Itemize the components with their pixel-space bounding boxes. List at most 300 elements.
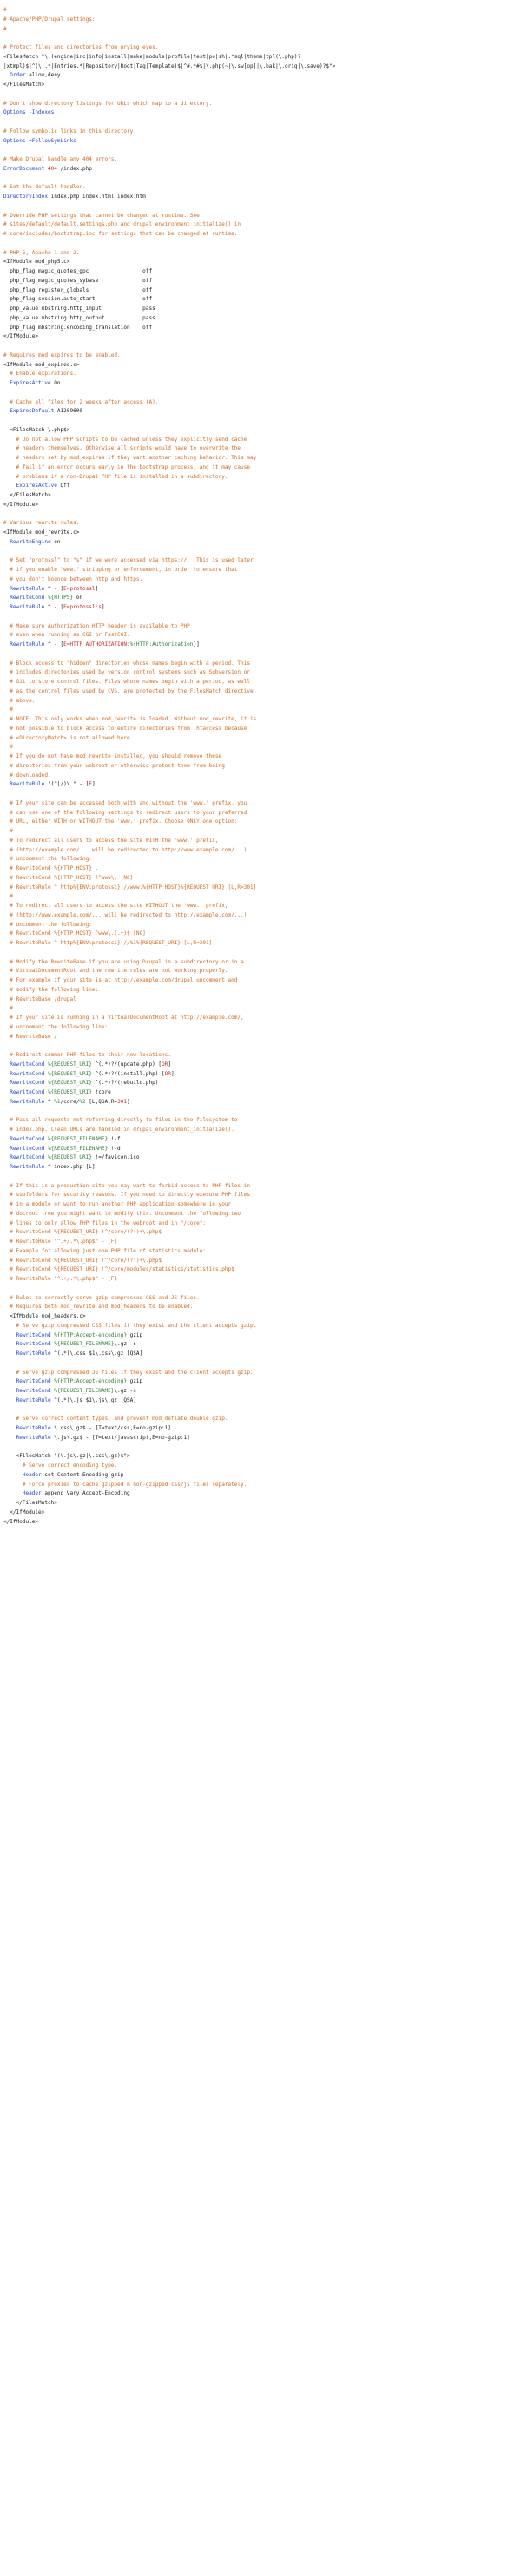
code-line bbox=[3, 818, 521, 827]
code-line bbox=[3, 976, 521, 986]
code-line bbox=[3, 641, 521, 650]
server-variable: %{HTTP:Authorization} bbox=[129, 641, 197, 647]
code-line bbox=[3, 1396, 521, 1406]
code-line bbox=[3, 137, 521, 147]
comment-text: # URL, either WITH or WITHOUT the 'www.' prefix. Choose ONLY one option: bbox=[3, 818, 238, 825]
code-text: [L,QSA,R= bbox=[85, 1098, 118, 1105]
directive-keyword: RewriteRule bbox=[16, 1425, 51, 1431]
server-variable: %{REQUEST_URI} bbox=[47, 1154, 92, 1161]
code-line bbox=[3, 1228, 521, 1238]
comment-text: # For example if your site is at http://example.com/drupal uncomment and bbox=[3, 977, 238, 983]
directive-keyword: ExpiresDefault bbox=[10, 408, 55, 415]
code-line bbox=[3, 930, 521, 939]
comment-text: # bbox=[3, 1005, 13, 1012]
code-line bbox=[3, 1079, 521, 1088]
code-line bbox=[3, 258, 521, 267]
code-text: <IfModule mod_expires.c> bbox=[3, 361, 80, 368]
directive-keyword: RewriteRule bbox=[16, 1434, 51, 1441]
code-line bbox=[3, 295, 521, 305]
comment-text: # Apache/PHP/Drupal settings: bbox=[3, 16, 96, 23]
code-line bbox=[3, 864, 521, 874]
comment-text: # headers themselves. Otherwise all scripts would have to overwrite the bbox=[3, 445, 241, 452]
code-text bbox=[3, 1490, 23, 1496]
code-text: ] bbox=[95, 585, 99, 592]
code-line bbox=[3, 81, 521, 90]
code-line bbox=[3, 790, 521, 799]
comment-text: # Example for allowing just one PHP file of statistics module: bbox=[3, 1247, 206, 1254]
code-line bbox=[3, 454, 521, 463]
code-line bbox=[3, 827, 521, 837]
directive-keyword: +FollowSymLinks bbox=[29, 137, 76, 144]
directive-keyword: RewriteCond bbox=[16, 1388, 51, 1394]
code-line bbox=[3, 1377, 521, 1387]
code-line bbox=[3, 473, 521, 483]
comment-text: # docroot tree you might want to modify this. Uncomment the following two bbox=[3, 1210, 241, 1217]
code-text: ^(.*)?/(install.php) [ bbox=[91, 1070, 165, 1077]
code-line bbox=[3, 1359, 521, 1369]
code-line bbox=[3, 1434, 521, 1443]
code-line bbox=[3, 25, 521, 35]
code-line bbox=[3, 594, 521, 603]
code-line bbox=[3, 1415, 521, 1424]
comment-text: # bbox=[3, 25, 7, 32]
code-line bbox=[3, 1452, 521, 1462]
code-line bbox=[3, 1238, 521, 1247]
comment-text: # If you do not have mod_rewrite installed, you should remove these bbox=[3, 753, 222, 759]
code-line bbox=[3, 389, 521, 398]
code-line bbox=[3, 837, 521, 846]
comment-text: # RewriteCond %{HTTP_HOST} !^www\. [NC] bbox=[3, 874, 134, 881]
comment-text: # sites/default/default.settings.php and drupal_environment_initialize() in bbox=[3, 221, 241, 228]
comment-text: # Force proxies to cache gzipped & non-gzipped css/js files separately. bbox=[3, 1481, 247, 1488]
code-text bbox=[3, 1397, 16, 1403]
code-line bbox=[3, 1471, 521, 1481]
server-variable: %{REQUEST_FILENAME} bbox=[47, 1145, 109, 1152]
code-line bbox=[3, 706, 521, 715]
code-line bbox=[3, 967, 521, 976]
server-variable: %2 bbox=[79, 1098, 86, 1105]
comment-text: # directories from your webroot or otherwise protect them from being bbox=[3, 762, 225, 769]
code-line bbox=[3, 556, 521, 566]
code-line bbox=[3, 529, 521, 538]
directive-keyword: RewriteRule bbox=[10, 781, 45, 788]
comment-text: # headers set by mod_expires if they want another caching behavior. This may bbox=[3, 455, 257, 461]
code-line bbox=[3, 436, 521, 445]
code-line bbox=[3, 1340, 521, 1350]
code-line bbox=[3, 286, 521, 296]
code-line bbox=[3, 725, 521, 734]
code-line bbox=[3, 1322, 521, 1331]
code-line bbox=[3, 613, 521, 622]
comment-text: # not possible to block access to entire directories from .htaccess because bbox=[3, 725, 247, 732]
comment-text: # Set "protossl" to "s" if we were accessed via https://. This is used later bbox=[3, 557, 254, 564]
comment-text: # Serve correct encoding type. bbox=[3, 1462, 118, 1469]
code-text: php_value mbstring.http_input pass bbox=[3, 306, 155, 312]
code-text: </FilesMatch> bbox=[3, 492, 51, 498]
comment-text: # Requires both mod_rewrite and mod_headers to be enabled. bbox=[3, 1304, 194, 1311]
code-text: ] bbox=[196, 641, 200, 647]
code-text bbox=[3, 1425, 16, 1431]
code-text: php_value mbstring.http_output pass bbox=[3, 314, 155, 321]
code-line bbox=[3, 668, 521, 678]
code-line bbox=[3, 660, 521, 669]
code-line bbox=[3, 566, 521, 575]
code-text bbox=[3, 483, 16, 489]
code-line bbox=[3, 986, 521, 996]
code-line bbox=[3, 1004, 521, 1014]
directive-keyword: DirectoryIndex bbox=[3, 194, 48, 200]
comment-text: # If this is a production site you may want to forbid access to PHP files in bbox=[3, 1182, 250, 1189]
comment-text: # Do not allow PHP scripts to be cached unless they explicitly send cache bbox=[3, 436, 247, 443]
code-line bbox=[3, 463, 521, 473]
code-text: ^(.*)?/(update.php) [ bbox=[91, 1061, 162, 1068]
code-line bbox=[3, 921, 521, 930]
code-line bbox=[3, 1098, 521, 1107]
comment-text: # Block access to "hidden" directories whose names begin with a period. This bbox=[3, 660, 250, 667]
comment-text: # lines to only allow PHP files in the webroot and in "/core": bbox=[3, 1219, 206, 1226]
comment-text: # problems if a non-Drupal PHP file is installed in a subdirectory. bbox=[3, 473, 228, 480]
code-text bbox=[3, 1378, 16, 1384]
code-text: allow,deny bbox=[25, 72, 61, 79]
code-text: <FilesMatch "\.(engine|inc|info|install|make|module|profile|test|po|sh|.*sql|theme|tpl(\.php)? bbox=[3, 53, 301, 60]
code-line bbox=[3, 772, 521, 781]
comment-text: # RewriteRule "^.+/.*\.php$" - [F] bbox=[3, 1239, 118, 1245]
code-text: /index.php bbox=[56, 165, 92, 172]
code-line bbox=[3, 379, 521, 389]
code-line bbox=[3, 230, 521, 240]
code-line bbox=[3, 548, 521, 557]
rewrite-flag: E=protossl:s bbox=[63, 604, 102, 610]
comment-text: # bbox=[3, 706, 13, 713]
code-line bbox=[3, 1265, 521, 1275]
comment-text: # RewriteCond %{HTTP_HOST} ^www\.(.+)$ [NC] bbox=[3, 930, 146, 937]
code-text: append Vary Accept-Encoding bbox=[41, 1490, 130, 1497]
code-line bbox=[3, 407, 521, 417]
code-text: \.css\.gz$ - [T=text/css,E=no-gzip:1] bbox=[50, 1425, 171, 1431]
comment-text: # If your site is running in a VirtualDocumentRoot at http://example.com/, bbox=[3, 1015, 244, 1021]
code-line bbox=[3, 370, 521, 379]
code-line bbox=[3, 1200, 521, 1210]
server-variable: %1 bbox=[54, 1098, 61, 1105]
code-line bbox=[3, 6, 521, 16]
directive-keyword: Order bbox=[10, 72, 26, 79]
code-line bbox=[3, 1443, 521, 1453]
code-text: !=/favicon.ico bbox=[91, 1154, 140, 1161]
comment-text: # To redirect all users to access the site WITHOUT the 'www.' prefix, bbox=[3, 903, 228, 909]
number-literal: 404 bbox=[47, 165, 57, 172]
code-line bbox=[3, 62, 521, 72]
code-line bbox=[3, 678, 521, 687]
code-line bbox=[3, 305, 521, 314]
comment-text: # uncomment the following: bbox=[3, 921, 92, 928]
code-line bbox=[3, 1462, 521, 1471]
code-text: </IfModule> bbox=[3, 333, 39, 340]
directive-keyword: RewriteRule bbox=[10, 604, 45, 610]
code-line bbox=[3, 482, 521, 491]
code-line bbox=[3, 146, 521, 155]
directive-keyword: RewriteCond bbox=[16, 1341, 51, 1348]
code-text: <IfModule mod_rewrite.c> bbox=[3, 529, 80, 536]
comment-text: # RewriteBase /drupal bbox=[3, 996, 76, 1002]
comment-text: # VirtualDocumentRoot and the rewrite rules are not working properly. bbox=[3, 968, 228, 975]
code-line bbox=[3, 958, 521, 968]
code-text bbox=[3, 1350, 16, 1357]
code-text: ^ - [ bbox=[44, 604, 64, 610]
code-text: !-f bbox=[108, 1135, 121, 1142]
code-text: \.js\.gz$ - [T=text/javascript,E=no-gzip:1] bbox=[50, 1434, 190, 1441]
code-line bbox=[3, 1219, 521, 1229]
code-line bbox=[3, 1126, 521, 1135]
comment-text: # uncomment the following: bbox=[3, 856, 92, 863]
code-line bbox=[3, 212, 521, 221]
code-line bbox=[3, 631, 521, 641]
comment-text: # PHP 5, Apache 1 and 2. bbox=[3, 249, 80, 256]
code-line bbox=[3, 687, 521, 697]
code-text: ] bbox=[170, 1070, 175, 1077]
rewrite-flag: OR bbox=[164, 1070, 171, 1077]
server-variable: %{REQUEST_FILENAME} bbox=[47, 1135, 109, 1142]
code-line bbox=[3, 1508, 521, 1518]
code-line bbox=[3, 780, 521, 790]
directive-keyword: RewriteRule bbox=[16, 1396, 51, 1403]
code-line bbox=[3, 16, 521, 25]
directive-keyword: RewriteCond bbox=[10, 1089, 45, 1095]
comment-text: # Serve gzip compressed JS files if they exist and the client accepts gzip. bbox=[3, 1369, 254, 1376]
directive-keyword: Header bbox=[22, 1471, 42, 1478]
directive-keyword: RewriteCond bbox=[10, 1070, 45, 1077]
code-line bbox=[3, 996, 521, 1005]
code-text bbox=[3, 1472, 23, 1478]
code-line bbox=[3, 444, 521, 454]
code-text: /core/ bbox=[60, 1098, 80, 1105]
code-line bbox=[3, 398, 521, 408]
directive-keyword: RewriteRule bbox=[10, 1098, 45, 1105]
code-line bbox=[3, 100, 521, 109]
code-line bbox=[3, 809, 521, 818]
code-text: !core bbox=[91, 1089, 111, 1095]
directive-keyword: RewriteRule bbox=[10, 585, 45, 592]
comment-text: # as the control files used by CVS, are protected by the FilesMatch directive bbox=[3, 687, 254, 694]
comment-text: # modify the following line: bbox=[3, 986, 99, 993]
comment-text: # if you enable "www." stripping or enforcement, in order to ensure that bbox=[3, 567, 238, 573]
directive-keyword: ErrorDocument bbox=[3, 165, 45, 172]
code-line bbox=[3, 874, 521, 884]
code-line bbox=[3, 585, 521, 595]
code-line bbox=[3, 128, 521, 137]
code-line bbox=[3, 155, 521, 165]
code-text: ^ index.php [L] bbox=[44, 1164, 96, 1170]
code-line bbox=[3, 183, 521, 193]
code-line bbox=[3, 1424, 521, 1434]
code-text: php_flag session.auto_start off bbox=[3, 296, 153, 303]
code-line bbox=[3, 165, 521, 174]
code-line bbox=[3, 1350, 521, 1359]
comment-text: # downloaded. bbox=[3, 772, 51, 779]
comment-text: # uncomment the following line: bbox=[3, 1023, 109, 1030]
server-variable: %{HTTP:Accept-encoding} bbox=[54, 1331, 127, 1338]
code-line bbox=[3, 1182, 521, 1192]
code-line bbox=[3, 491, 521, 501]
rewrite-flag: E=HTTP_AUTHORIZATION: bbox=[63, 641, 130, 647]
server-variable: %{REQUEST_FILENAME} bbox=[54, 1341, 115, 1348]
directive-keyword: RewriteCond bbox=[16, 1378, 51, 1385]
code-line bbox=[3, 762, 521, 772]
code-text: php_flag magic_quotes_sybase off bbox=[3, 277, 153, 284]
comment-text: # you don't bounce between http and https. bbox=[3, 575, 143, 582]
comment-text: # Override PHP settings that cannot be changed at runtime. See bbox=[3, 212, 200, 219]
directive-keyword: RewriteRule bbox=[10, 1164, 45, 1170]
code-line bbox=[3, 193, 521, 202]
code-text: </IfModule> bbox=[3, 501, 39, 508]
comment-text: # fail if an error occurs early in the bootstrap process, and it may cause bbox=[3, 463, 250, 470]
comment-text: # above. bbox=[3, 697, 36, 704]
code-line bbox=[3, 1051, 521, 1061]
directive-keyword: ExpiresActive bbox=[16, 483, 57, 490]
comment-text: # even when running as CGI or FastCGI. bbox=[3, 632, 130, 639]
comment-text: # Enable expirations. bbox=[3, 371, 76, 378]
comment-text: # If your site can be accessed both with and without the 'www.' prefix, you bbox=[3, 799, 247, 806]
comment-text: # Git to store control files. Files whose names begin with a period, as well bbox=[3, 679, 250, 685]
comment-text: # RewriteBase / bbox=[3, 1033, 57, 1040]
code-line bbox=[3, 846, 521, 856]
code-line bbox=[3, 417, 521, 426]
code-line bbox=[3, 220, 521, 230]
code-line bbox=[3, 1107, 521, 1117]
code-line bbox=[3, 1173, 521, 1182]
code-line bbox=[3, 519, 521, 529]
server-variable: %{REQUEST_URI} bbox=[47, 1070, 92, 1077]
code-text bbox=[3, 1341, 16, 1347]
server-variable: %{HTTP:Accept-encoding} bbox=[54, 1378, 127, 1385]
rewrite-flag: F bbox=[89, 781, 92, 788]
comment-text: # RewriteCond %{HTTP_HOST} . bbox=[3, 865, 99, 871]
code-line bbox=[3, 650, 521, 660]
rewrite-flag: E=protossl bbox=[63, 585, 96, 592]
comment-text: # NOTE: This only works when mod_rewrite is loaded. Without mod_rewrite, it is bbox=[3, 716, 257, 722]
code-text: "(^|/)\." - [ bbox=[44, 781, 89, 788]
directive-keyword: RewriteCond bbox=[10, 595, 45, 601]
code-line bbox=[3, 1247, 521, 1257]
code-line bbox=[3, 1387, 521, 1396]
code-text bbox=[3, 1388, 16, 1394]
code-line bbox=[3, 1145, 521, 1154]
comment-text: # To redirect all users to access the site WITH the 'www.' prefix, bbox=[3, 837, 219, 844]
code-text: ] bbox=[126, 1098, 130, 1105]
comment-text: # can use one of the following settings to redirect users to your preferred bbox=[3, 809, 247, 816]
code-text: set Content-Encoding gzip bbox=[41, 1471, 124, 1478]
comment-text: # Serve correct content types, and prevent mod_deflate double gzip. bbox=[3, 1416, 228, 1423]
comment-text: # index.php. Clean URLs are handled in drupal_environment_initialize(). bbox=[3, 1127, 234, 1133]
code-text: \.gz -s bbox=[114, 1388, 136, 1394]
code-text: <IfModule mod_headers.c> bbox=[3, 1313, 86, 1319]
code-text: <FilesMatch \.php$> bbox=[3, 426, 70, 433]
code-line bbox=[3, 575, 521, 585]
code-line bbox=[3, 1294, 521, 1304]
code-text: on bbox=[50, 538, 61, 545]
code-line bbox=[3, 314, 521, 324]
code-line bbox=[3, 1489, 521, 1499]
comment-text: # bbox=[3, 7, 7, 13]
comment-text: # RewriteCond %{REQUEST_URI} !^/core/(?!)+\.php$ bbox=[3, 1257, 162, 1264]
comment-text: # Various rewrite rules. bbox=[3, 520, 80, 527]
comment-text: # Cache all files for 2 weeks after access (A). bbox=[3, 398, 159, 405]
comment-text: # Rules to correctly serve gzip compressed CSS and JS files. bbox=[3, 1294, 200, 1301]
comment-text: # RewriteRule "^.+/.*\.php$" - [F] bbox=[3, 1276, 118, 1282]
code-line bbox=[3, 734, 521, 744]
code-line bbox=[3, 1499, 521, 1508]
directive-keyword: Header bbox=[22, 1490, 42, 1497]
comment-text: # Don't show directory listings for URLs which map to a directory. bbox=[3, 100, 213, 107]
code-line bbox=[3, 752, 521, 762]
comment-text: # RewriteRule ^ http%{ENV:protossl}://www.%{HTTP_HOST}%{REQUEST_URI} [L,R=301] bbox=[3, 884, 257, 890]
code-line bbox=[3, 1033, 521, 1042]
comment-text: # bbox=[3, 828, 13, 834]
code-line bbox=[3, 332, 521, 342]
code-text: \.gz -s bbox=[114, 1341, 136, 1348]
code-line bbox=[3, 1088, 521, 1098]
code-text: on bbox=[73, 595, 83, 601]
directive-keyword: RewriteCond bbox=[10, 1080, 45, 1087]
code-text: </IfModule> bbox=[3, 1518, 39, 1525]
code-text: !-d bbox=[108, 1145, 121, 1152]
directive-keyword: RewriteRule bbox=[16, 1350, 51, 1357]
code-line bbox=[3, 501, 521, 510]
comment-text: # Protect files and directories from prying eyes. bbox=[3, 44, 159, 50]
code-text: ] bbox=[91, 781, 96, 788]
server-variable: %{REQUEST_FILENAME} bbox=[54, 1388, 115, 1394]
code-line bbox=[3, 855, 521, 864]
comment-text: # bbox=[3, 744, 13, 751]
comment-text: # Redirect common PHP files to their new locations. bbox=[3, 1052, 171, 1058]
rewrite-flag: OR bbox=[162, 1061, 168, 1068]
comment-text: # (http://www.example.com/... will be redirected to http://example.com/...) bbox=[3, 911, 247, 918]
code-text: index.php index.html index.htm bbox=[47, 194, 146, 200]
comment-text: # Pass all requests not referring directly to files in the filesystem to bbox=[3, 1117, 238, 1124]
code-line bbox=[3, 510, 521, 520]
code-line bbox=[3, 352, 521, 361]
code-line bbox=[3, 43, 521, 53]
code-text: Off bbox=[56, 483, 70, 490]
comment-text: # in a module or want to run another PHP application somewhere in your bbox=[3, 1201, 232, 1207]
directive-keyword: RewriteRule bbox=[10, 641, 45, 647]
code-line bbox=[3, 1023, 521, 1033]
code-line bbox=[3, 324, 521, 333]
server-variable: %{REQUEST_URI} bbox=[47, 1080, 92, 1087]
code-line bbox=[3, 1331, 521, 1341]
comment-text: # (http://example.com/... will be redirected to http://www.example.com/...) bbox=[3, 846, 247, 853]
code-text: ] bbox=[168, 1061, 171, 1068]
code-text: php_flag register_globals off bbox=[3, 286, 153, 293]
code-text: |xtmpl)$|^(\..*|Entries.*|Repository|Root|Tag|Template)$|^#.*#$|\.php(~|\.sw[op]|\.bak|\.orig|\.save)?$"> bbox=[3, 62, 336, 69]
code-line bbox=[3, 622, 521, 632]
code-line bbox=[3, 1070, 521, 1080]
code-text: ] bbox=[101, 604, 105, 610]
code-line bbox=[3, 1285, 521, 1294]
code-text: ^ - [ bbox=[44, 585, 64, 592]
directive-keyword: ExpiresActive bbox=[10, 380, 51, 386]
comment-text: # Set the default handler. bbox=[3, 184, 86, 191]
directive-keyword: RewriteCond bbox=[10, 1135, 45, 1142]
comment-text: # <DirectoryMatch> is not allowed here. bbox=[3, 734, 134, 741]
comment-text: # subfolders for security reasons. If you need to directly execute PHP files bbox=[3, 1192, 250, 1199]
code-line bbox=[3, 1135, 521, 1145]
code-text: php_flag magic_quotes_gpc off bbox=[3, 268, 153, 274]
code-line bbox=[3, 1061, 521, 1070]
code-line bbox=[3, 1014, 521, 1023]
code-line bbox=[3, 743, 521, 752]
comment-text: # core/includes/bootstrap.inc for settings that can be changed at runtime. bbox=[3, 231, 238, 237]
code-line bbox=[3, 715, 521, 725]
